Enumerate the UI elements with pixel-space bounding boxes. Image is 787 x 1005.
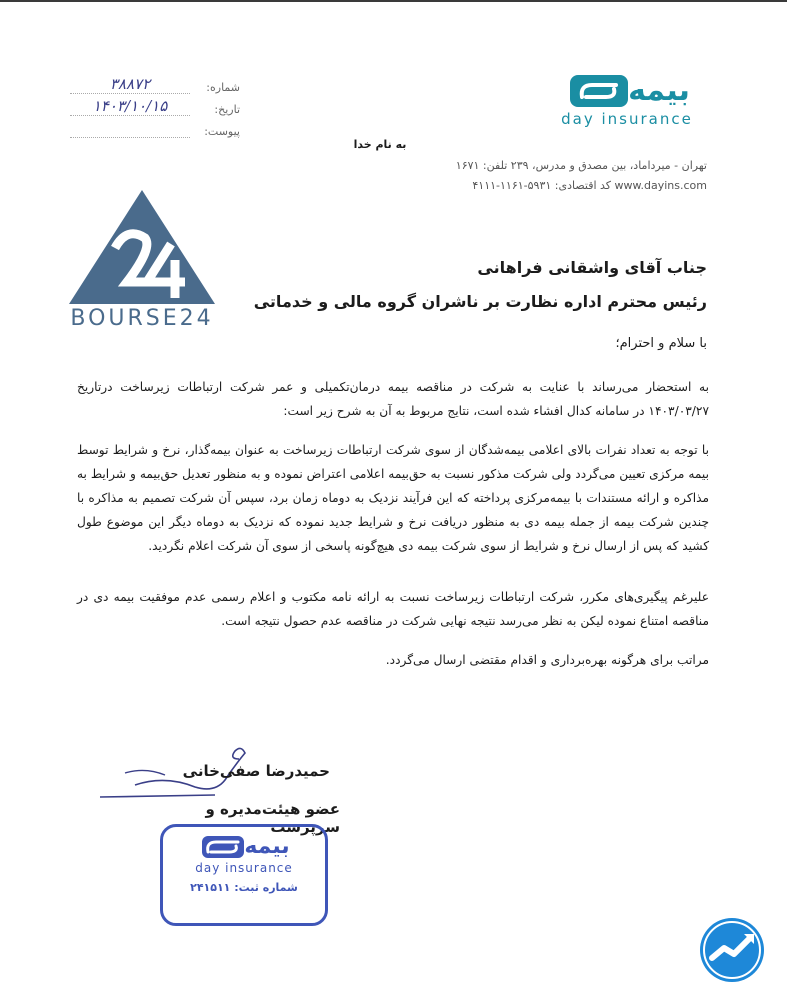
signer-name: حمیدرضا صفی‌خانی [182,762,330,780]
recipient-title: رئیس محترم اداره نظارت بر ناشران گروه مالی و خدماتی [253,292,707,311]
number-row [70,72,240,94]
number-value: ۳۸۸۷۲ [70,75,190,94]
letter-meta [70,72,240,138]
stamp-registration: شماره ثبت: ۲۴۱۵۱۱ [190,881,298,894]
bourse24-logo [62,186,222,331]
logo-fa-text: بیمه [628,73,690,108]
number-label: شماره: [206,81,240,94]
date-value: ۱۴۰۳/۱۰/۱۵ [70,97,190,116]
company-logo [547,74,707,128]
body-paragraph-3: علیرغم پیگیری‌های مکرر، شرکت ارتباطات زیرساخت نسبت به ارائه نامه مکتوب و اعلام رسمی عدم موفقیت بیمه دی در مناقصه امتناع نموده لیکن به نظر می‌رسد نتیجه نهایی شرکت در مناقصه عدم حصول نتیجه است. [77,590,709,628]
contact-line: www.dayins.com کد اقتصادی: ۵۹۳۱-۱۱۶۱-۴۱۱۱ [472,179,707,192]
body-paragraph-1: به استحضار می‌رساند با عنایت به شرکت در مناقصه بیمه درمان‌تکمیلی و عمر شرکت ارتباطات زیرساخت درتاریخ ۱۴۰۳/۰۳/۲۷ در سامانه کدال افشاء شده است، نتایج مربوط به آن به شرح زیر است: [77,380,709,418]
date-label: تاریخ: [214,103,240,116]
logo-en-text: day insurance [561,110,693,128]
body-paragraph-2: با توجه به تعداد نفرات بالای اعلامی بیمه‌شدگان از سوی شرکت ارتباطات زیرساخت به عنوان بیمه‌گذار، نرخ و شرایط توسط بیمه مرکزی تعیین می‌گردد ولی شرکت مذکور نسبت به حق‌بیمه اعلامی اعتراض نموده و به منظور تعدیل حق‌بیمه و شرایط به مذاکره و ارائه مستندات با بیمه‌مرکزی پرداخته که این فرآیند نزدیک به دوماه زمان برد، سپس آن شرکت تصمیم به مذاکره با چندین شرکت بیمه از جمله بیمه دی به منظور دریافت نرخ و شرایط جدید نموده که نزدیک به دوماه دیگر این موضوع طول کشید که پس از ارسال نرخ و شرایط از سوی شرکت بیمه دی هیچ‌گونه پاسخی از سوی آن شرکت اعلام نگردید. [77,443,709,553]
top-border [0,0,787,2]
attachment-row [70,116,240,138]
signer-title: عضو هیئت‌مدیره و سرپرست [205,800,340,836]
body-paragraph-4: مراتب برای هرگونه بهره‌برداری و اقدام مقتضی ارسال می‌گردد. [385,653,709,667]
attachment-label: پیوست: [204,125,240,138]
bourse24-triangle-icon [67,186,217,306]
address-line: تهران - میرداماد، بین مصدق و مدرس، ۲۳۹ تلفن: ۱۶۷۱ [455,159,707,172]
logo-symbol-icon [570,75,628,107]
logo-mark [564,74,690,108]
bourse24-badge-icon [700,918,764,982]
company-address [407,156,707,196]
stamp-logo [198,835,289,859]
company-stamp [160,824,328,926]
bourse24-text: BOURSE24 [70,306,214,331]
greeting: با سلام و احترام؛ [615,336,707,351]
recipient-name: جناب آقای واشقانی فراهانی [477,258,707,277]
bismillah: به نام خدا [353,138,407,151]
stamp-fa-text: بیمه [244,834,290,859]
attachment-value [70,137,190,138]
date-row [70,94,240,116]
stamp-en-text: day insurance [195,861,293,875]
stamp-symbol-icon [202,836,244,858]
